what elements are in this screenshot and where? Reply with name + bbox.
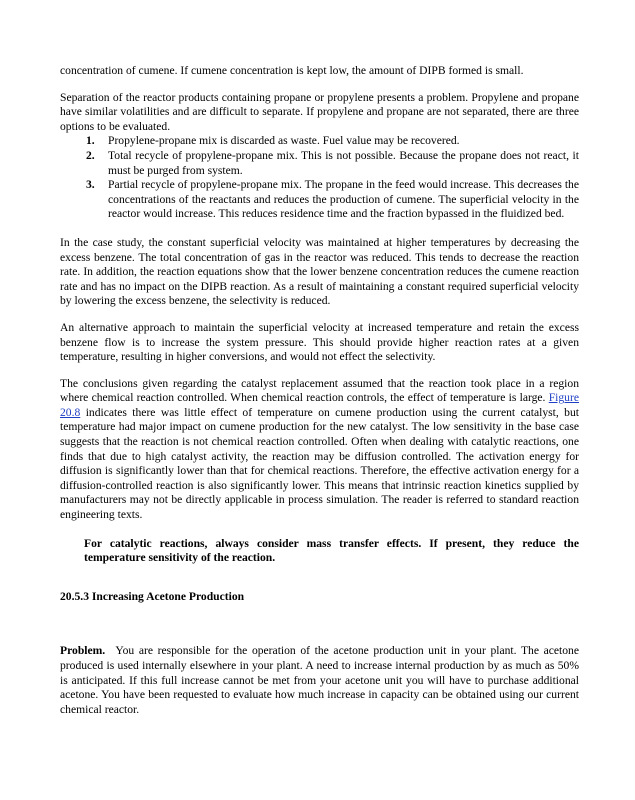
paragraph-case-study: In the case study, the constant superficial velocity was maintained at higher temperatures by decreasing the excess benzene. The total concentration of gas in the reactor was reduced. This tends to decrease the reaction rate. In addition, the reaction equations show that the lower benzene concentration reduces the cumene reaction rate and has no impact on the DIPB reaction. As a result of maintaining a constant required superficial velocity by lowering the excess benzene, the selectivity is reduced. xyxy=(60,235,579,308)
problem-label: Problem. xyxy=(60,644,106,658)
list-item-text: Partial recycle of propylene-propane mix. The propane in the feed would increase. This decreases the concentrations of the reactants and reduces the production of cumene. The superficial velocity in the reactor would increase. This reduces residence time and the fraction bypassed in the fluidized bed. xyxy=(108,178,579,221)
conclusions-text-rest: indicates there was little effect of temperature on cumene production using the current catalyst, but temperature had major impact on cumene production for the new catalyst. The low sensitivity in the base case suggests that the reaction is not chemical reaction controlled. Often when dealing with catalytic reactions, one finds that due to high catalyst activity, the reaction may be diffusion controlled. The activation energy for diffusion is significantly lower than that for chemical reactions. Therefore, the effective activation energy for a diffusion-controlled reaction is also significantly lower. This means that intrinsic reaction kinetics supplied by manufacturers may not be directly applicable in process simulation. The reader is referred to standard reaction engineering texts. xyxy=(60,405,579,522)
document-page xyxy=(60,64,579,729)
paragraph-conclusions xyxy=(60,377,579,523)
conclusions-text-start: The conclusions given regarding the catalyst replacement assumed that the reaction took place in a region where chemical reaction controlled. When chemical reaction controls, the effect of temperature is large. xyxy=(60,376,579,405)
list-item xyxy=(60,134,579,149)
problem-text: You are responsible for the operation of the acetone production unit in your plant. The acetone produced is used internally elsewhere in your plant. A need to increase internal production by as much as 50% is anticipated. If this full increase cannot be met from your acetone unit you will have to purchase additional acetone. You have been requested to evaluate how much increase in capacity can be obtained using our current chemical reactor. xyxy=(60,644,579,716)
paragraph-alternative: An alternative approach to maintain the superficial velocity at increased temperature and retain the excess benzene flow is to increase the system pressure. This should provide higher reaction rates at a given temperature, resulting in higher conversions, and would not effect the selectivity. xyxy=(60,320,579,364)
list-item-text: Total recycle of propylene-propane mix. This is not possible. Because the propane does not react, it must be purged from system. xyxy=(108,148,579,177)
list-item-number: 3. xyxy=(86,178,95,192)
paragraph-cumene-note: concentration of cumene. If cumene concentration is kept low, the amount of DIPB formed is small. xyxy=(60,64,524,77)
options-list xyxy=(60,134,579,222)
list-item xyxy=(60,178,579,222)
section-heading: 20.5.3 Increasing Acetone Production xyxy=(60,589,245,603)
list-item-number: 2. xyxy=(86,148,95,162)
paragraph-separation: Separation of the reactor products containing propane or propylene presents a problem. Propylene and propane have similar volatilities and are difficult to separate. If propylene and propane are not separated, there are three options to be evaluated. xyxy=(60,90,579,133)
figure-link-number[interactable]: 20.8 xyxy=(60,405,81,419)
list-item-number: 1. xyxy=(86,134,95,148)
paragraph-problem xyxy=(60,644,579,717)
emphasis-note: For catalytic reactions, always consider mass transfer effects. If present, they reduce the temperature sensitivity of the reaction. xyxy=(84,536,579,565)
list-item-text: Propylene-propane mix is discarded as waste. Fuel value may be recovered. xyxy=(108,134,460,148)
list-item xyxy=(60,149,579,178)
figure-link-word[interactable]: Figure xyxy=(548,391,579,405)
